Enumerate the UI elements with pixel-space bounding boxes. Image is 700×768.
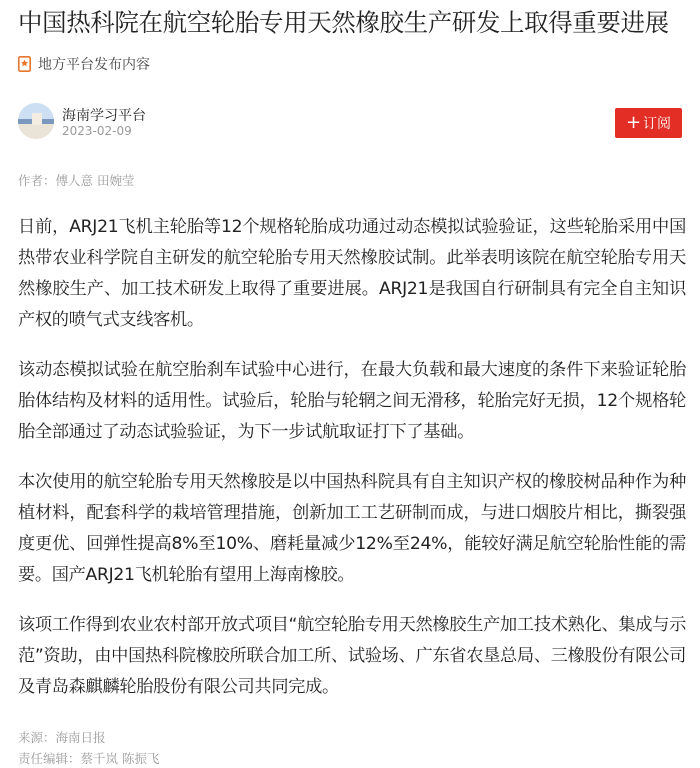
- article-paragraph: 日前，ARJ21飞机主轮胎等12个规格轮胎成功通过动态模拟试验验证，这些轮胎采用中国热带农业科学院自主研发的航空轮胎专用天然橡胶试制。此举表明该院在航空轮胎专用天然橡胶生产、加工技术研发上取得了重要进展。ARJ21是我国自行研制具有完全自主知识产权的喷气式支线客机。: [18, 217, 686, 330]
- bookmark-badge-icon: [18, 56, 31, 72]
- avatar[interactable]: [18, 103, 54, 139]
- source-name[interactable]: 海南学习平台: [62, 108, 146, 124]
- article-paragraph: 该项工作得到农业农村部开放式项目“航空轮胎专用天然橡胶生产加工技术熟化、集成与示范”资助，由中国热科院橡胶所联合加工所、试验场、广东省农垦总局、三橡股份有限公司及青岛森麒麟轮胎股份有限公司共同完成。: [18, 615, 686, 697]
- article-source: 来源：海南日报: [18, 730, 106, 745]
- article-paragraph: 该动态模拟试验在航空胎刹车试验中心进行，在最大负载和最大速度的条件下来验证轮胎胎体结构及材料的适用性。试验后，轮胎与轮辋之间无滑移，轮胎完好无损，12个规格轮胎全部通过了动态试验验证，为下一步试航取证打下了基础。: [18, 360, 686, 442]
- article-paragraph: 本次使用的航空轮胎专用天然橡胶是以中国热科院具有自主知识产权的橡胶树品种作为种植材料，配套科学的栽培管理措施，创新加工工艺研制而成，与进口烟胶片相比，撕裂强度更优、回弹性提高8%至10%、磨耗量减少12%至24%，能较好满足航空轮胎性能的需要。国产ARJ21飞机轮胎有望用上海南橡胶。: [18, 472, 686, 585]
- responsible-editor: 责任编辑：蔡千岚 陈振飞: [18, 751, 160, 766]
- article-body: [18, 212, 686, 703]
- plus-icon: +: [625, 112, 642, 133]
- platform-tag: [18, 54, 150, 74]
- platform-tag-label: 地方平台发布内容: [38, 57, 150, 73]
- publish-date: 2023-02-09: [62, 124, 132, 138]
- author-byline: 作者：傅人意 田婉莹: [18, 173, 135, 188]
- source-header: [18, 103, 682, 143]
- article-title: 中国热科院在航空轮胎专用天然橡胶生产研发上取得重要进展: [18, 8, 669, 37]
- subscribe-label: 订阅: [643, 116, 672, 132]
- subscribe-button[interactable]: [615, 108, 682, 138]
